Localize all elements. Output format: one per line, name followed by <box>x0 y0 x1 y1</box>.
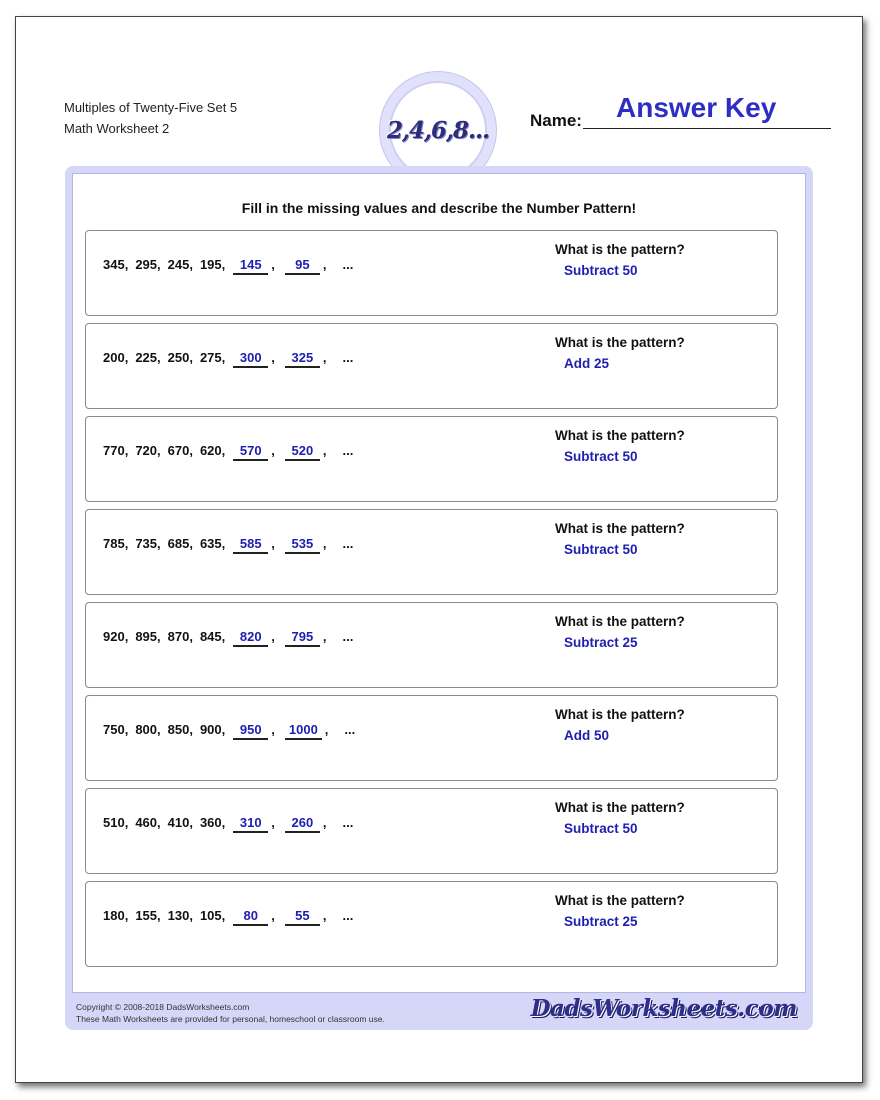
sequence-number: 750, <box>103 722 129 737</box>
ellipsis: ... <box>342 257 354 272</box>
pattern-question: What is the pattern? <box>555 335 685 350</box>
pattern-question: What is the pattern? <box>555 800 685 815</box>
separator: , <box>271 908 275 923</box>
sequence-number: 460, <box>135 815 161 830</box>
ellipsis: ... <box>342 629 354 644</box>
sequence-number: 130, <box>167 908 193 923</box>
sequence-number: 685, <box>167 536 193 551</box>
copyright-text: Copyright © 2008-2018 DadsWorksheets.com <box>76 1002 250 1012</box>
answer-blank: 795 <box>285 629 320 647</box>
pattern-answer: Subtract 50 <box>564 263 638 278</box>
title-line-1: Multiples of Twenty-Five Set 5 <box>64 100 238 115</box>
sequence-number: 620, <box>199 443 226 458</box>
sequence-number: 195, <box>199 257 226 272</box>
name-label: Name: <box>530 111 582 130</box>
sequence-number: 410, <box>167 815 193 830</box>
ellipsis: ... <box>342 350 354 365</box>
problems-panel <box>72 173 806 993</box>
answer-blank: 80 <box>233 908 268 926</box>
sequence <box>103 908 353 930</box>
separator: , <box>271 536 275 551</box>
pattern-question: What is the pattern? <box>555 707 685 722</box>
sequence-number: 785, <box>103 536 129 551</box>
pattern-answer: Subtract 50 <box>564 821 638 836</box>
ellipsis: ... <box>342 443 354 458</box>
ellipsis: ... <box>342 908 354 923</box>
sequence-number: 670, <box>167 443 193 458</box>
sequence-number: 180, <box>103 908 129 923</box>
answer-blank: 300 <box>233 350 268 368</box>
answer-blank: 325 <box>285 350 320 368</box>
answer-blank: 260 <box>285 815 320 833</box>
problem-row <box>85 881 778 967</box>
pattern-answer: Subtract 25 <box>564 914 638 929</box>
pattern-answer: Add 25 <box>564 356 610 371</box>
badge-text: 2,4,6,8... <box>386 116 490 144</box>
sequence-number: 105, <box>199 908 226 923</box>
separator: , <box>271 629 275 644</box>
sequence <box>103 257 353 279</box>
worksheet-frame <box>65 166 813 1030</box>
ellipsis: ... <box>344 722 356 737</box>
separator: , <box>324 722 329 737</box>
pattern-question: What is the pattern? <box>555 614 685 629</box>
answer-key-label: Answer Key <box>616 92 777 123</box>
sequence <box>103 350 353 372</box>
sequence-number: 635, <box>199 536 226 551</box>
separator: , <box>271 443 275 458</box>
separator: , <box>322 629 327 644</box>
answer-blank: 585 <box>233 536 268 554</box>
sequence-number: 735, <box>135 536 161 551</box>
separator: , <box>322 815 327 830</box>
sequence-number: 920, <box>103 629 129 644</box>
sequence-number: 850, <box>167 722 193 737</box>
worksheet-page <box>15 16 863 1083</box>
sequence <box>103 536 353 558</box>
sequence <box>103 443 353 465</box>
pattern-answer: Add 50 <box>564 728 610 743</box>
footer-copyright <box>76 1001 385 1025</box>
sequence-number: 200, <box>103 350 129 365</box>
problem-row <box>85 416 778 502</box>
sequence-number: 275, <box>199 350 226 365</box>
answer-blank: 55 <box>285 908 320 926</box>
sequence-number: 245, <box>167 257 193 272</box>
name-line <box>583 128 831 129</box>
problem-row <box>85 509 778 595</box>
separator: , <box>322 257 327 272</box>
answer-blank: 535 <box>285 536 320 554</box>
sequence-number: 155, <box>135 908 161 923</box>
sequence-number: 250, <box>167 350 193 365</box>
brand-logo: DadsWorksheets.com <box>530 995 797 1022</box>
pattern-answer: Subtract 25 <box>564 635 638 650</box>
problem-row <box>85 602 778 688</box>
separator: , <box>322 908 327 923</box>
separator: , <box>271 257 275 272</box>
sequence <box>103 629 353 651</box>
pattern-question: What is the pattern? <box>555 428 685 443</box>
sequence-number: 345, <box>103 257 129 272</box>
sequence-number: 360, <box>199 815 226 830</box>
sequence-number: 845, <box>199 629 226 644</box>
worksheet-title <box>64 97 237 139</box>
answer-blank: 1000 <box>285 722 322 740</box>
pattern-question: What is the pattern? <box>555 893 685 908</box>
pattern-question: What is the pattern? <box>555 242 685 257</box>
answer-blank: 820 <box>233 629 268 647</box>
sequence-number: 295, <box>135 257 161 272</box>
answer-blank: 570 <box>233 443 268 461</box>
problem-row <box>85 323 778 409</box>
problem-row <box>85 230 778 316</box>
separator: , <box>271 722 275 737</box>
pattern-question: What is the pattern? <box>555 521 685 536</box>
separator: , <box>271 815 275 830</box>
sequence-number: 895, <box>135 629 161 644</box>
answer-blank: 950 <box>233 722 268 740</box>
instructions: Fill in the missing values and describe the Number Pattern! <box>241 200 637 216</box>
sequence-number: 870, <box>167 629 193 644</box>
usage-text: These Math Worksheets are provided for personal, homeschool or classroom use. <box>76 1014 385 1024</box>
separator: , <box>322 350 327 365</box>
pattern-answer: Subtract 50 <box>564 542 638 557</box>
answer-blank: 310 <box>233 815 268 833</box>
sequence-number: 800, <box>135 722 161 737</box>
sequence-number: 720, <box>135 443 161 458</box>
name-field <box>530 92 832 130</box>
ellipsis: ... <box>342 815 354 830</box>
separator: , <box>271 350 275 365</box>
sequence-number: 510, <box>103 815 129 830</box>
answer-blank: 95 <box>285 257 320 275</box>
separator: , <box>322 443 327 458</box>
sequence-number: 225, <box>135 350 161 365</box>
problem-row <box>85 695 778 781</box>
title-line-2: Math Worksheet 2 <box>64 121 170 136</box>
ellipsis: ... <box>342 536 354 551</box>
sequence <box>103 815 353 837</box>
separator: , <box>322 536 327 551</box>
sequence-number: 770, <box>103 443 129 458</box>
sequence <box>103 722 355 744</box>
pattern-answer: Subtract 50 <box>564 449 638 464</box>
answer-blank: 145 <box>233 257 268 275</box>
problem-row <box>85 788 778 874</box>
sequence-number: 900, <box>199 722 226 737</box>
answer-blank: 520 <box>285 443 320 461</box>
